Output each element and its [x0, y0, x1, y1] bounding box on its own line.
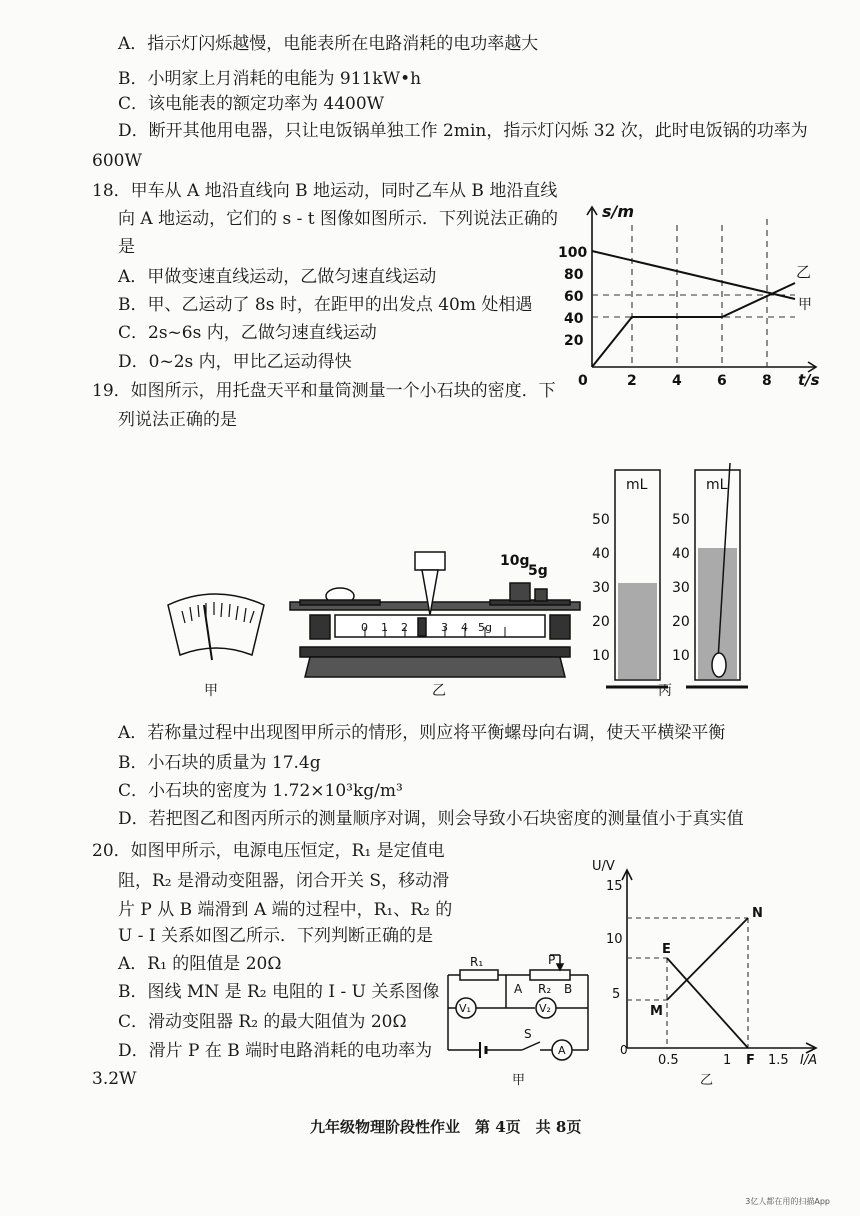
- ui-xtick: 0.5: [658, 1053, 679, 1068]
- cyl-tick: 30: [672, 580, 690, 596]
- point-n: N: [752, 906, 763, 921]
- st-ytick: 20: [564, 333, 584, 349]
- cyl-tick: 10: [592, 648, 610, 664]
- pointer-dial: [168, 594, 264, 660]
- ui-xlabel: I/A: [800, 1053, 818, 1068]
- q18-option-a: A．甲做变速直线运动，乙做匀速直线运动: [118, 267, 437, 287]
- q20-option-c: C．滑动变阻器 R₂ 的最大阻值为 20Ω: [118, 1012, 407, 1032]
- ui-ylabel: U/V: [592, 859, 615, 874]
- cyl-tick: 20: [672, 614, 690, 630]
- point-e: E: [662, 942, 671, 957]
- q18-stem-3: 是: [118, 237, 135, 257]
- ui-xtick: 1.5: [768, 1053, 789, 1068]
- scanner-watermark: 3亿人都在用的扫描App: [745, 1197, 830, 1206]
- cyl-tick: 40: [672, 546, 690, 562]
- cyl-unit: mL: [706, 477, 728, 493]
- q19-stem-1: 19．如图所示，用托盘天平和量筒测量一个小石块的密度．下: [92, 381, 556, 401]
- cyl-tick: 10: [672, 648, 690, 664]
- fig-caption-yi: 乙: [432, 683, 446, 699]
- q20-option-d: D．滑片 P 在 B 端时电路消耗的电功率为: [118, 1041, 433, 1061]
- balance-cylinder-figure: [160, 455, 760, 705]
- cylinder-1: [606, 470, 668, 687]
- cyl-unit: mL: [626, 477, 648, 493]
- ui-xtick: 1: [723, 1053, 732, 1068]
- q19-option-b: B．小石块的质量为 17.4g: [118, 753, 321, 773]
- st-ytick: 40: [564, 311, 584, 327]
- ui-ytick: 5: [612, 987, 621, 1002]
- ui-ytick: 10: [606, 932, 623, 947]
- ui-graph: [590, 850, 830, 1090]
- q18-option-d: D．0~2s 内，甲比乙运动得快: [118, 352, 352, 372]
- voltmeter-1: V₁: [459, 1002, 471, 1015]
- ui-xtick: 0: [620, 1043, 628, 1057]
- st-xtick: 8: [762, 373, 772, 389]
- circuit-diagram: [440, 950, 600, 1095]
- st-xtick: 4: [672, 373, 682, 389]
- q17-option-d: D．断开其他用电器，只让电饭锅单独工作 2min，指示灯闪烁 32 次，此时电饭锅的功率为: [118, 121, 808, 141]
- q17-option-c: C．该电能表的额定功率为 4400W: [118, 94, 385, 114]
- q20-stem-1: 20．如图甲所示，电源电压恒定，R₁ 是定值电: [92, 841, 445, 861]
- label-r1: R₁: [470, 955, 484, 969]
- q20-option-d-cont: 3.2W: [92, 1069, 137, 1089]
- point-m: M: [650, 1004, 663, 1019]
- cyl-tick: 40: [592, 546, 610, 562]
- q19-option-a: A．若称量过程中出现图甲所示的情形，则应将平衡螺母向右调，使天平横梁平衡: [118, 723, 726, 743]
- st-ylabel: s/m: [602, 202, 635, 221]
- ammeter: A: [558, 1044, 566, 1057]
- scale-tick: 4: [461, 621, 468, 634]
- q20-option-a: A．R₁ 的阻值是 20Ω: [118, 954, 282, 974]
- scale-tick: 0: [361, 621, 368, 634]
- label-p: P: [548, 953, 556, 967]
- scale-tick: 3: [441, 621, 448, 634]
- voltmeter-2: V₂: [539, 1002, 551, 1015]
- cyl-tick: 50: [672, 512, 690, 528]
- q18-stem-1: 18．甲车从 A 地沿直线向 B 地运动，同时乙车从 B 地沿直线: [92, 181, 558, 201]
- point-f: F: [746, 1053, 755, 1068]
- q18-option-b: B．甲、乙运动了 8s 时，在距甲的出发点 40m 处相遇: [118, 295, 533, 315]
- label-a: A: [514, 982, 523, 996]
- q20-option-b: B．图线 MN 是 R₂ 电阻的 I - U 关系图像: [118, 982, 440, 1002]
- q19-stem-2: 列说法正确的是: [118, 410, 237, 430]
- st-label-jia: 甲: [798, 297, 812, 313]
- weight-label-10g: 10g: [500, 553, 530, 569]
- st-graph: [540, 195, 840, 390]
- q17-option-d-cont: 600W: [92, 151, 142, 171]
- cylinder-2: [686, 463, 748, 687]
- scale-tick: 5g: [478, 621, 492, 634]
- st-xtick: 6: [717, 373, 727, 389]
- cyl-tick: 30: [592, 580, 610, 596]
- st-xtick: 2: [627, 373, 637, 389]
- fig-caption-bing: 丙: [658, 683, 672, 699]
- st-xlabel: t/s: [798, 371, 820, 389]
- q20-stem-4: U - I 关系如图乙所示．下列判断正确的是: [118, 926, 433, 946]
- q18-option-c: C．2s~6s 内，乙做匀速直线运动: [118, 323, 377, 343]
- st-ytick: 80: [564, 267, 584, 283]
- q17-option-a: A．指示灯闪烁越慢，电能表所在电路消耗的电功率越大: [118, 34, 539, 54]
- q20-stem-3: 片 P 从 B 端滑到 A 端的过程中，R₁、R₂ 的: [118, 900, 453, 920]
- label-s: S: [524, 1027, 532, 1041]
- q18-stem-2: 向 A 地运动，它们的 s - t 图像如图所示．下列说法正确的: [118, 209, 558, 229]
- st-ytick: 60: [564, 289, 584, 305]
- label-b: B: [564, 982, 573, 996]
- scale-tick: 2: [401, 621, 408, 634]
- st-label-yi: 乙: [796, 263, 812, 281]
- q19-option-c: C．小石块的密度为 1.72×10³kg/m³: [118, 781, 403, 801]
- st-xtick: 0: [578, 373, 588, 389]
- weight-label-5g: 5g: [528, 563, 548, 579]
- circuit-caption: 甲: [512, 1073, 526, 1088]
- q20-stem-2: 阻，R₂ 是滑动变阻器，闭合开关 S，移动滑: [118, 871, 450, 891]
- ui-caption: 乙: [700, 1073, 714, 1088]
- st-ytick: 100: [558, 245, 588, 261]
- page-footer: 九年级物理阶段性作业 第 4页 共 8页: [310, 1118, 582, 1136]
- cyl-tick: 50: [592, 512, 610, 528]
- fig-caption-jia: 甲: [204, 683, 218, 699]
- ui-ytick: 15: [606, 879, 623, 894]
- scale-tick: 1: [381, 621, 388, 634]
- q19-option-d: D．若把图乙和图丙所示的测量顺序对调，则会导致小石块密度的测量值小于真实值: [118, 809, 744, 829]
- label-r2: R₂: [538, 982, 552, 996]
- q17-option-b: B．小明家上月消耗的电能为 911kW•h: [118, 69, 422, 89]
- cyl-tick: 20: [592, 614, 610, 630]
